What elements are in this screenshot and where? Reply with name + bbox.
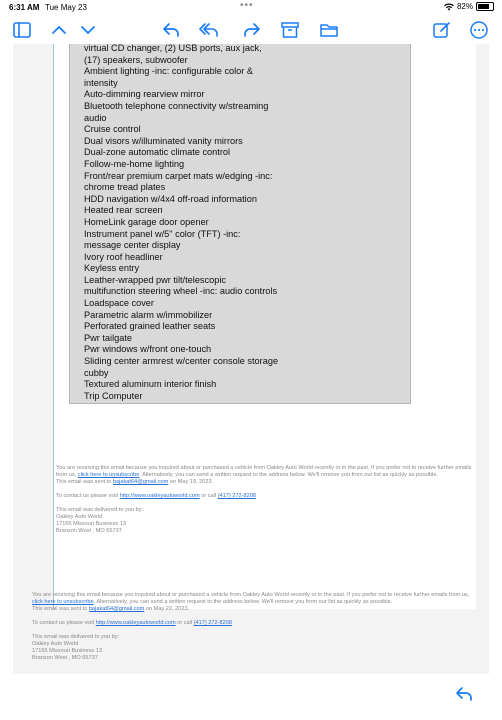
company-street: 17165 Missouri Business 13 <box>32 648 102 654</box>
unsubscribe-notice: You are receiving this email because you inquired about or purchased a vehicle from Oakley Auto World recently or in the past. If you prefer not to receive further emails from us, click here to unsubscribe. Alternatively, you can send a written request to the address below. We'll remove you from our list as quickly as possible. <box>56 465 472 478</box>
company-street: 17165 Missouri Business 13 <box>56 521 126 527</box>
battery-percent: 82% <box>456 2 473 11</box>
feature-line: Pwr windows w/front one-touch <box>84 344 212 355</box>
mail-toolbar <box>0 14 502 46</box>
unsubscribe-link[interactable]: click here to unsubscribe <box>32 599 94 605</box>
feature-line: message center display <box>84 240 181 251</box>
delivered-by: This email was delivered to you by: <box>56 507 144 513</box>
feature-line: Keyless entry <box>84 263 140 274</box>
reply-icon[interactable] <box>454 684 474 704</box>
company-name: Oakley Auto World <box>32 641 79 647</box>
feature-line: Pwr tailgate <box>84 332 133 343</box>
feature-line: Ambient lighting -inc: configurable color & <box>84 66 254 77</box>
status-bar <box>0 0 502 14</box>
feature-line: Front/rear premium carpet mats w/edging -inc: <box>84 170 273 181</box>
wifi-icon <box>444 3 454 11</box>
company-name: Oakley Auto World <box>56 514 103 520</box>
feature-line: audio <box>84 112 107 123</box>
delivered-by: This email was delivered to you by: <box>32 634 120 640</box>
folder-icon[interactable] <box>319 20 339 40</box>
features-list <box>84 44 404 402</box>
feature-line: Heated rear screen <box>84 205 163 216</box>
feature-line: Leather-wrapped pwr tilt/telescopic <box>84 274 226 285</box>
feature-line: intensity <box>84 77 118 88</box>
reply-all-icon[interactable] <box>199 20 219 40</box>
feature-line: Sliding center armrest w/center console storage <box>84 356 279 367</box>
feature-line: Loadspace cover <box>84 298 154 309</box>
feature-line: HomeLink garage door opener <box>84 216 209 227</box>
feature-line: cubby <box>84 367 109 378</box>
phone-link[interactable]: (417) 272-8208 <box>193 620 232 626</box>
sidebar-icon[interactable] <box>12 20 32 40</box>
reply-icon[interactable] <box>161 20 181 40</box>
forward-icon[interactable] <box>242 20 262 40</box>
feature-line: Instrument panel w/5" color (TFT) -inc: <box>84 228 241 239</box>
website-link[interactable]: http://www.oakleyautoworld.com <box>119 493 200 499</box>
archive-icon[interactable] <box>280 20 300 40</box>
chevron-up-icon[interactable] <box>49 20 69 40</box>
email-content-frame <box>53 44 476 609</box>
feature-line: HDD navigation w/4x4 off-road information <box>84 193 257 204</box>
battery-icon <box>476 2 494 11</box>
feature-line: Textured aluminum interior finish <box>84 379 217 390</box>
feature-line: (17) speakers, subwoofer <box>84 54 188 65</box>
feature-line: Ivory roof headliner <box>84 251 163 262</box>
company-city: Branson West , MO 65737 <box>56 528 122 534</box>
company-city: Branson West , MO 65737 <box>32 655 98 661</box>
feature-line: Trip Computer <box>84 390 143 401</box>
footer-outer <box>32 592 477 662</box>
feature-line: Cruise control <box>84 124 141 135</box>
chevron-down-icon[interactable] <box>78 20 98 40</box>
multitasking-dots[interactable]: ••• <box>240 0 254 11</box>
feature-line: Bluetooth telephone connectivity w/streaming <box>84 100 269 111</box>
feature-line: chrome tread plates <box>84 182 166 193</box>
email-link[interactable]: bajakat64@gmail.com <box>112 479 169 485</box>
feature-line: virtual CD changer, (2) USB ports, aux jack, <box>84 44 262 53</box>
compose-icon[interactable] <box>432 20 452 40</box>
unsubscribe-link[interactable]: click here to unsubscribe <box>77 472 140 478</box>
feature-line: Parametric alarm w/immobilizer <box>84 309 213 320</box>
feature-line: Dual visors w/illuminated vanity mirrors <box>84 135 243 146</box>
footer-inner <box>56 465 474 535</box>
features-box <box>69 44 411 404</box>
feature-line: Follow-me-home lighting <box>84 158 185 169</box>
status-time: 6:31 AM <box>9 3 40 12</box>
sent-to-line: This email was sent to bajakat64@gmail.com on May 19, 2023. <box>56 479 214 485</box>
phone-link[interactable]: (417) 272-8208 <box>217 493 256 499</box>
more-icon[interactable] <box>469 20 489 40</box>
feature-line: Perforated grained leather seats <box>84 321 216 332</box>
website-link[interactable]: http://www.oakleyautoworld.com <box>95 620 176 626</box>
bottom-bar <box>13 674 489 720</box>
sent-to-line: This email was sent to bajakat64@gmail.com on May 22, 2023. <box>32 606 190 612</box>
contact-line: To contact us please visit http://www.oakleyautoworld.com or call (417) 272-8208 <box>32 620 232 626</box>
feature-line: multifunction steering wheel -inc: audio controls <box>84 286 278 297</box>
unsubscribe-notice: You are receiving this email because you inquired about or purchased a vehicle from Oakley Auto World recently or in the past. If you prefer not to receive further emails from us, click here to unsubscribe. Alternatively, you can send a written request to the address below. We'll remove you from our list as quickly as possible. <box>32 592 470 605</box>
contact-line: To contact us please visit http://www.oakleyautoworld.com or call (417) 272-8208 <box>56 493 256 499</box>
status-date: Tue May 23 <box>45 3 87 12</box>
email-link[interactable]: bajakat64@gmail.com <box>88 606 145 612</box>
feature-line: Dual-zone automatic climate control <box>84 147 231 158</box>
feature-line: Auto-dimming rearview mirror <box>84 89 205 100</box>
email-body[interactable] <box>13 44 489 674</box>
